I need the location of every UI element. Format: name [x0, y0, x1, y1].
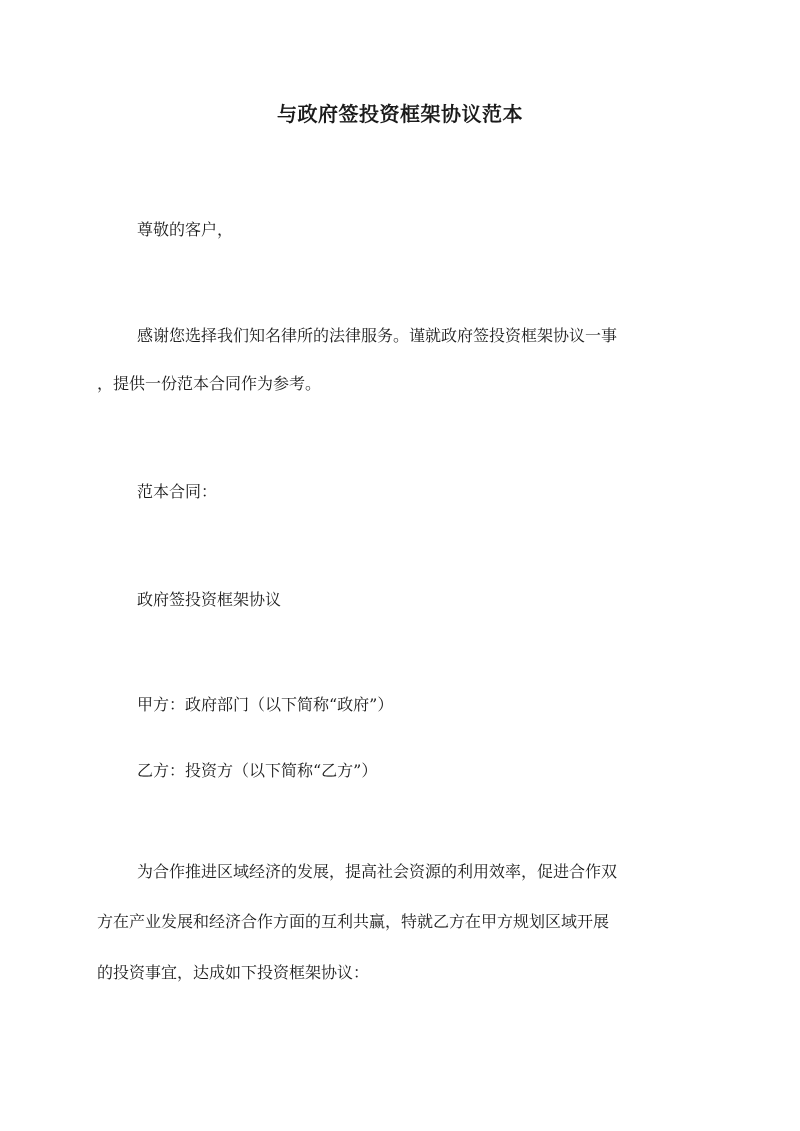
document-title: 与政府签投资框架协议范本 — [277, 102, 523, 126]
purpose-line-1: 为合作推进区域经济的发展，提高社会资源的利用效率，促进合作双 — [137, 862, 618, 881]
contract-title: 政府签投资框架协议 — [137, 590, 282, 609]
intro-line-1: 感谢您选择我们知名律所的法律服务。谨就政府签投资框架协议一事 — [137, 326, 618, 345]
purpose-line-2: 方在产业发展和经济合作方面的互利共赢，特就乙方在甲方规划区域开展 — [97, 912, 610, 931]
party-a-text: 甲方：政府部门（以下简称“政府”） — [137, 695, 394, 714]
greeting-text: 尊敬的客户， — [137, 220, 234, 239]
intro-paragraph — [97, 326, 701, 406]
purpose-paragraph — [97, 862, 701, 1002]
purpose-line-3: 的投资事宜，达成如下投资框架协议： — [97, 963, 370, 982]
party-b-text: 乙方：投资方（以下简称“乙方”） — [137, 761, 378, 780]
intro-line-2: ，提供一份范本合同作为参考。 — [97, 374, 322, 393]
sample-contract-label: 范本合同： — [137, 482, 218, 501]
